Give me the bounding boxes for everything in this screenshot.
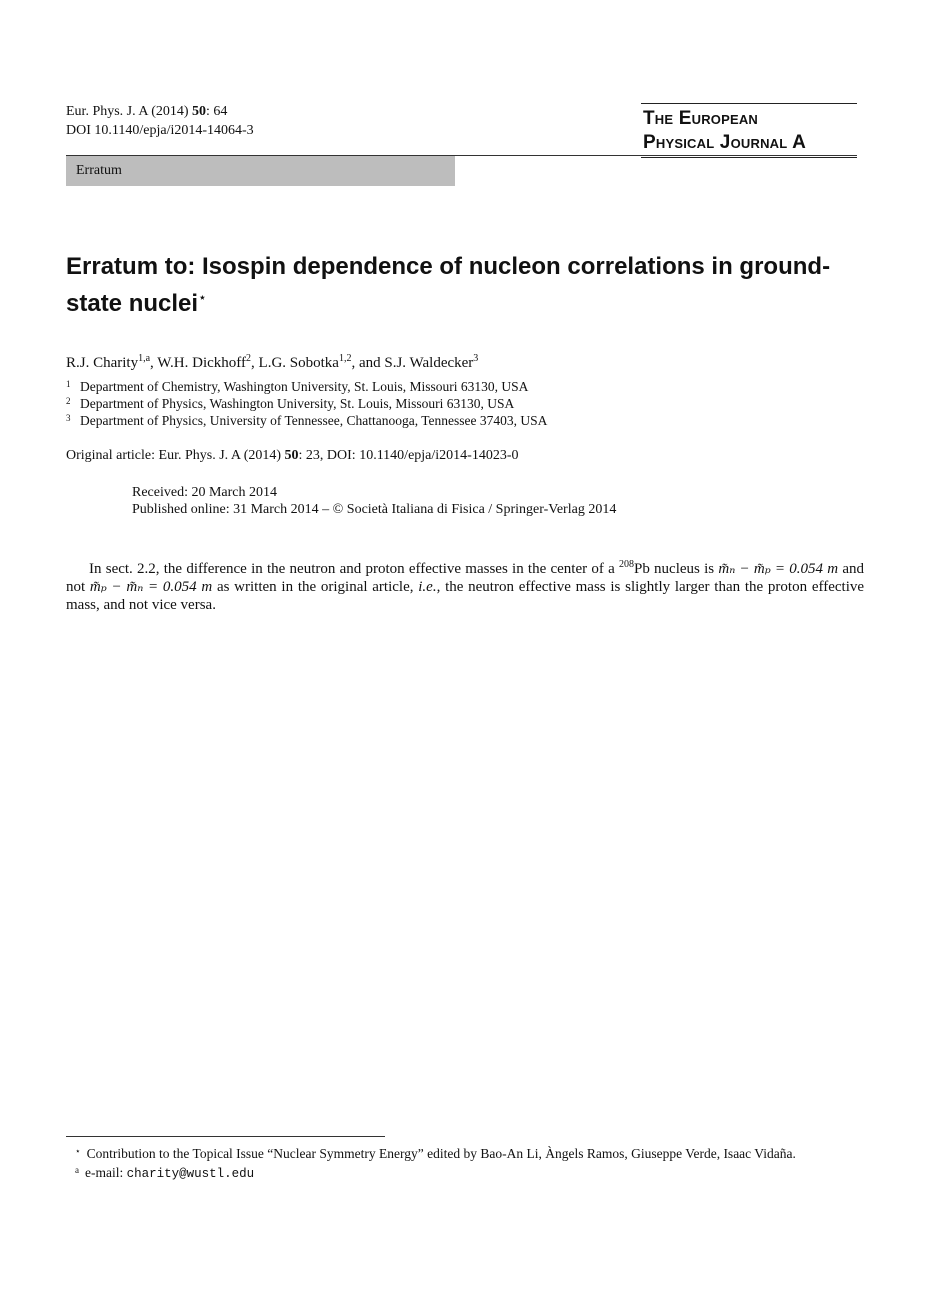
isotope-mass-number: 208	[618, 559, 634, 570]
footnotes	[66, 1143, 856, 1183]
erratum-body: In sect. 2.2, the difference in the neutron and proton effective masses in the center of a $^{208}$Pb nucleus is m̃ₙ − m̃ₚ = 0.054 m and not m̃ₚ − m̃ₙ = 0.054 m as written in the original article, i.e., the neutron effective mass is slightly larger than the proton effective mass, and not vice versa.	[66, 559, 865, 613]
dates-block	[132, 484, 616, 518]
affiliation-list	[66, 378, 547, 429]
footnote-email: $^a$ e-mail: charity@wustl.edu	[75, 1165, 255, 1181]
affiliation: 1 Department of Chemistry, Washington University, St. Louis, Missouri 63130, USA	[66, 379, 529, 394]
journal-line-2: Physical Journal A	[643, 132, 807, 153]
section-badge-label: Erratum	[76, 163, 122, 178]
doi-line: DOI 10.1140/epja/i2014-14064-3	[66, 123, 254, 138]
original-article-ref: Original article: Eur. Phys. J. A (2014) 50: 23, DOI: 10.1140/epja/i2014-14023-0	[66, 448, 519, 463]
title-footnote-mark: ⋆	[198, 289, 207, 305]
author: W.H. Dickhoff	[157, 355, 247, 371]
equation-incorrect: m̃ₚ − m̃ₙ = 0.054 m	[89, 579, 213, 595]
affiliation: 3 Department of Physics, University of Tennessee, Chattanooga, Tennessee 37403, USA	[66, 413, 548, 428]
equation-correct: m̃ₙ − m̃ₚ = 0.054 m	[718, 561, 839, 577]
section-badge	[66, 156, 455, 186]
author: L.G. Sobotka	[258, 355, 339, 371]
author: S.J. Waldecker	[384, 355, 474, 371]
journal-line-1: The European	[643, 108, 759, 129]
citation-line: Eur. Phys. J. A (2014) 50: 64	[66, 104, 228, 119]
affiliation: 2 Department of Physics, Washington University, St. Louis, Missouri 63130, USA	[66, 396, 515, 411]
article-title: Erratum to: Isospin dependence of nucleon correlations in ground-state nuclei⋆	[66, 253, 831, 317]
author-list: R.J. Charity$^{1,a}$, W.H. Dickhoff$^2$, L.G. Sobotka$^{1,2}$, and S.J. Waldecker$^3$	[66, 353, 479, 371]
journal-logo	[641, 103, 857, 158]
email-link[interactable]: charity@wustl.edu	[126, 1167, 255, 1181]
citation-volume: 50	[192, 104, 207, 119]
citation-block	[66, 102, 254, 140]
footnote-star: ⋆ Contribution to the Topical Issue “Nuclear Symmetry Energy” edited by Bao-An Li, Àngels Ramos, Giuseppe Verde, Isaac Vidaña.	[75, 1146, 796, 1161]
author: R.J. Charity	[66, 355, 139, 371]
published-date: Published online: 31 March 2014 – © Società Italiana di Fisica / Springer-Verlag 2014	[132, 502, 617, 517]
received-date: Received: 20 March 2014	[132, 485, 278, 500]
footnote-rule	[66, 1136, 385, 1137]
